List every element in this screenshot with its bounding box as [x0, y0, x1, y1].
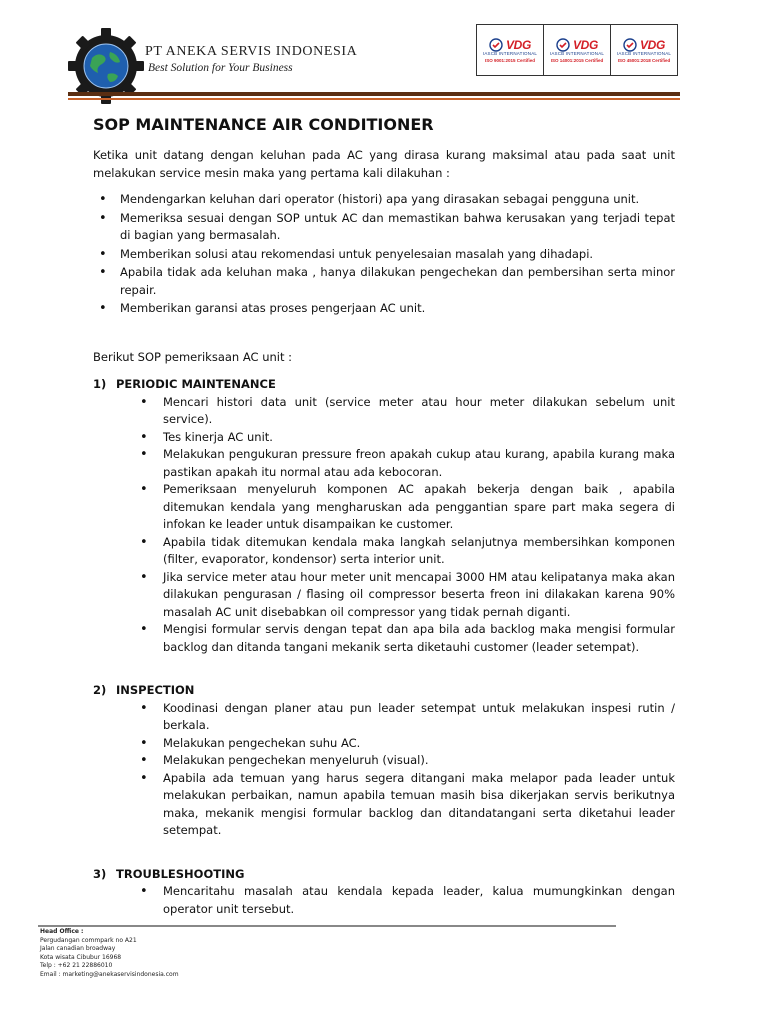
- list-item: • Melakukan pengukuran pressure freon apakah cukup atau kurang, apabila kurang maka pastikan apakah itu normal atau ada kebocoran.: [136, 446, 675, 481]
- section-heading: [93, 866, 675, 884]
- list-item: • Memberikan solusi atau rekomendasi untuk penyelesaian masalah yang dihadapi.: [93, 246, 675, 264]
- footer-line: Telp : +62 21 22886010: [40, 962, 113, 969]
- section-item-list: [93, 394, 675, 657]
- company-tagline: Best Solution for Your Business: [148, 62, 293, 74]
- cert-body: IASCB: [549, 50, 565, 56]
- cert-brand: VDG: [505, 37, 532, 52]
- list-item: • Apabila tidak ditemukan kendala maka langkah selanjutnya membersihkan komponen (filter, evaporator, kondensor) serta interior unit.: [136, 534, 675, 569]
- list-item: • Melakukan pengechekan menyeluruh (visual).: [136, 752, 675, 770]
- footer-address: [40, 928, 440, 979]
- list-item: • Tes kinerja AC unit.: [136, 429, 675, 447]
- section-item-list: [93, 700, 675, 840]
- intro-paragraph: Ketika unit datang dengan keluhan pada AC yang dirasa kurang maksimal atau pada saat unit melakukan service mesin maka yang pertama kali dilakuhan :: [93, 148, 675, 180]
- document-body: [93, 115, 675, 918]
- cert-badge: [477, 25, 544, 75]
- section-number: 3): [93, 866, 107, 881]
- footer-line: Jalan canadian broadway: [40, 945, 116, 952]
- list-item: • Mencari histori data unit (service meter atau hour meter dilakukan sebelum unit service).: [136, 394, 675, 429]
- section-title: PERIODIC MAINTENANCE: [116, 377, 276, 391]
- list-item: • Memeriksa sesuai dengan SOP untuk AC dan memastikan bahwa kerusakan yang terjadi tepat di bagian yang bermasalah.: [93, 210, 675, 245]
- intro-bullet-list: [93, 191, 675, 318]
- section-item-list: [93, 883, 675, 918]
- cert-brand: VDG: [572, 37, 599, 52]
- company-name: PT ANEKA SERVIS INDONESIA: [145, 44, 358, 59]
- document-title: SOP MAINTENANCE AIR CONDITIONER: [93, 115, 434, 134]
- cert-iso: ISO 14001:2015 Certified: [550, 57, 604, 63]
- list-item: • Apabila tidak ada keluhan maka , hanya dilakukan pengechekan dan pembersihan serta minor repair.: [93, 264, 675, 299]
- list-item: • Pemeriksaan menyeluruh komponen AC apakah bekerja dengan baik , apabila ditemukan kendala yang mengharuskan ada penggantian spare part maka segera di infokan ke leader untuk disampaikan ke customer.: [136, 481, 675, 534]
- check-seal-icon: [489, 38, 503, 52]
- list-item: • Mencaritahu masalah atau kendala kepada leader, kalua mumungkinkan dengan operator unit tersebut.: [136, 883, 675, 918]
- section-title: INSPECTION: [116, 683, 195, 697]
- check-seal-icon: [556, 38, 570, 52]
- list-item: • Mendengarkan keluhan dari operator (histori) apa yang dirasakan sebagai pengguna unit.: [93, 191, 675, 209]
- list-item: • Mengisi formular servis dengan tepat dan apa bila ada backlog maka mengisi formular backlog dan ditanda tangani mekanik serta diketauhi customer (leader setempat).: [136, 621, 675, 656]
- certification-badges: [476, 24, 678, 76]
- cert-badge: [611, 25, 677, 75]
- footer-line: Email : marketing@anekaservisindonesia.com: [40, 970, 179, 978]
- list-item: • Apabila ada temuan yang harus segera ditangani maka melapor pada leader untuk melakukan perbaikan, namun apabila temuan masih bisa dikerjakan servis berikutnya maka, mekanik mengisi formular backlog dan ditandatangani serta diketahui leader setempat.: [136, 770, 675, 840]
- cert-body: IASCB: [616, 50, 632, 56]
- cert-sub: INTERNATIONAL: [498, 50, 538, 56]
- check-seal-icon: [623, 38, 637, 52]
- company-block: [145, 44, 357, 74]
- cert-iso: ISO 9001:2015 Certified: [484, 57, 536, 63]
- footer-label: Head Office :: [40, 928, 84, 935]
- section-title: TROUBLESHOOTING: [116, 866, 245, 881]
- section-number: 2): [93, 683, 107, 697]
- cert-sub: INTERNATIONAL: [632, 50, 672, 56]
- cert-body: IASCB: [482, 50, 498, 56]
- section-heading: [93, 682, 675, 700]
- footer-rule: [38, 925, 616, 927]
- cert-brand: VDG: [639, 37, 666, 52]
- footer-line: Kota wisata Cibubur 16968: [40, 953, 122, 961]
- lead-paragraph: Berikut SOP pemeriksaan AC unit :: [93, 349, 293, 364]
- cert-iso: ISO 45001:2018 Certified: [617, 57, 671, 63]
- header-rule-light: [68, 98, 680, 100]
- list-item: • Memberikan garansi atas proses pengerjaan AC unit.: [93, 300, 675, 318]
- list-item: • Melakukan pengechekan suhu AC.: [136, 735, 675, 753]
- cert-badge: [544, 25, 611, 75]
- list-item: • Koodinasi dengan planer atau pun leader setempat untuk melakukan inspesi rutin / berkala.: [136, 700, 675, 735]
- section-heading: [93, 376, 675, 394]
- section-number: 1): [93, 377, 107, 391]
- footer-line: Pergudangan commpark no A21: [40, 936, 137, 944]
- cert-sub: INTERNATIONAL: [565, 50, 605, 56]
- header-rule-dark: [68, 92, 680, 96]
- list-item: • Jika service meter atau hour meter unit mencapai 3000 HM atau kelipatanya maka akan dilakukan pengurasan / flasing oil compressor beserta freon ini dilakakan karena 90% masalah AC unit disebabkan oil compressor yang tidak pernah diganti.: [136, 569, 675, 622]
